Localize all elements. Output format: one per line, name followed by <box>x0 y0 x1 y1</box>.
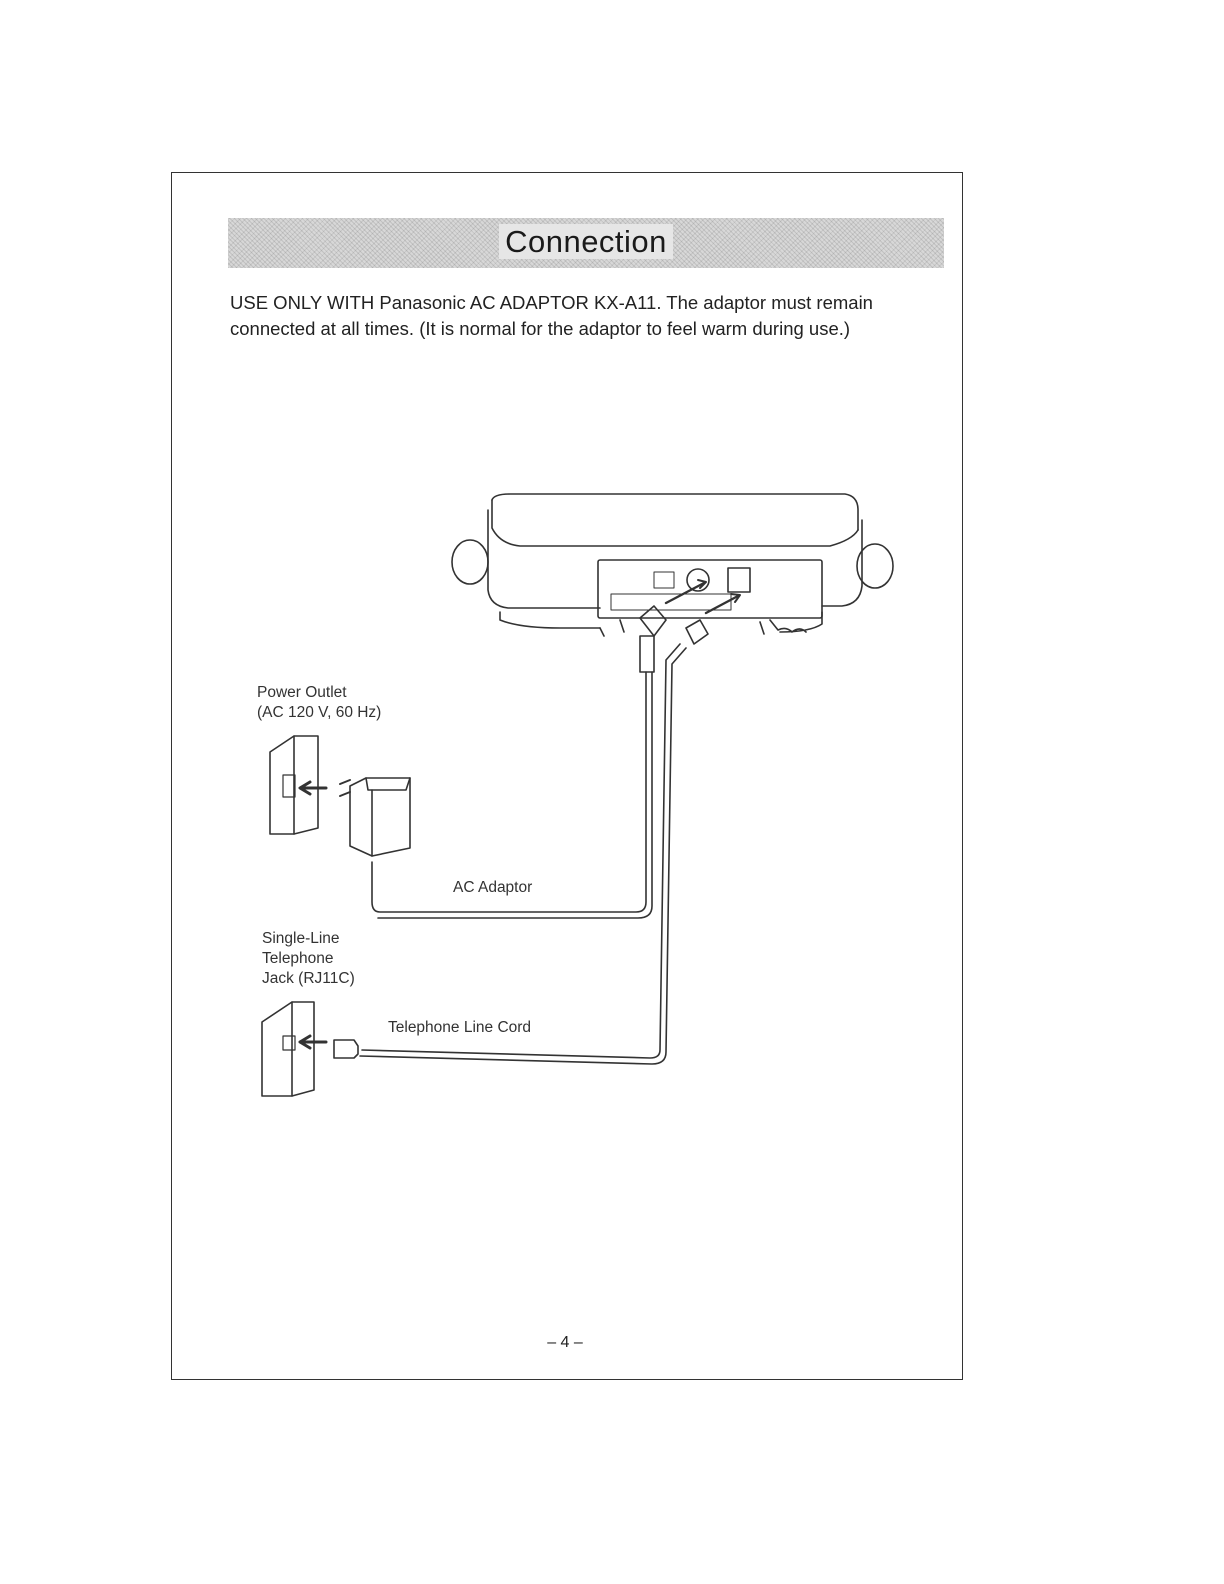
page-number: – 4 – <box>547 1334 583 1351</box>
page-title: Connection <box>228 224 944 260</box>
power-outlet-label: Power Outlet (AC 120 V, 60 Hz) <box>257 684 382 721</box>
ac-adaptor-cord <box>372 606 666 918</box>
phone-jack-label: Single-Line Telephone Jack (RJ11C) <box>262 930 355 987</box>
ac-adaptor-label: AC Adaptor <box>453 879 533 896</box>
telephone-unit-illustration <box>452 494 893 636</box>
intro-paragraph: USE ONLY WITH Panasonic AC ADAPTOR KX-A11. The adaptor must remain connected at all times. (It is normal for the adaptor to feel warm during use.) <box>230 292 873 339</box>
ac-adaptor-illustration <box>340 778 410 856</box>
line-cord-label: Telephone Line Cord <box>388 1019 532 1036</box>
power-outlet-illustration <box>270 736 326 834</box>
telephone-line-cord <box>360 620 708 1064</box>
telephone-jack-illustration <box>262 1002 358 1096</box>
